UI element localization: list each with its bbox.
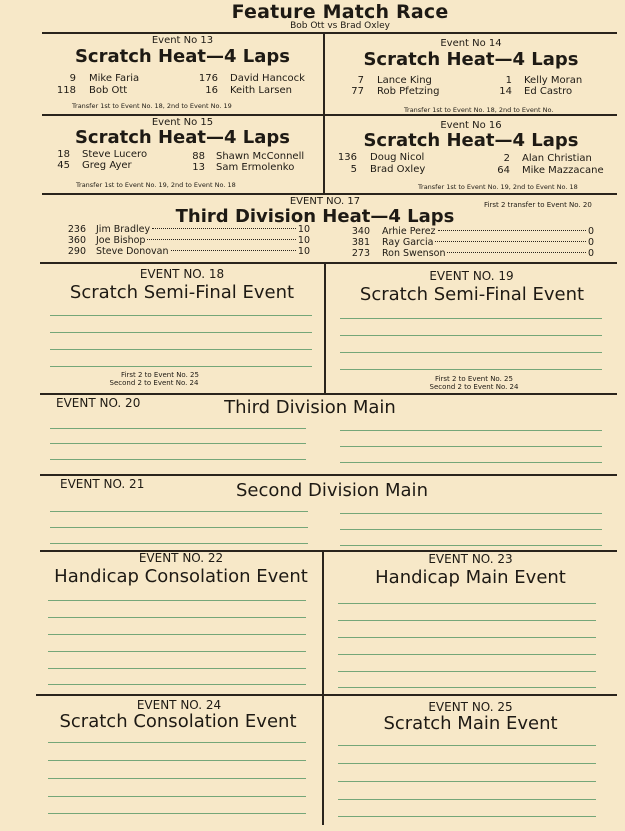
event-number: EVENT NO. 17 <box>289 196 361 207</box>
divider <box>40 474 617 476</box>
event-title: Scratch Semi-Final Event <box>69 282 295 303</box>
rider-name: Mike Mazzacane <box>522 165 604 176</box>
rider-row <box>96 246 310 257</box>
rider-name: Bob Ott <box>89 85 128 96</box>
event-title: Scratch Heat—4 Laps <box>363 130 579 151</box>
write-in-line <box>48 651 306 652</box>
transfer-note: Second 2 to Event No. 24 <box>429 383 519 391</box>
write-in-line <box>48 668 306 669</box>
rider-name: Shawn McConnell <box>216 151 305 162</box>
write-in-line <box>338 603 596 604</box>
rider-number: 5 <box>350 164 357 175</box>
rider-points: 0 <box>587 248 594 259</box>
event-number: EVENT NO. 19 <box>429 269 514 283</box>
transfer-note: Transfer 1st to Event No. 19, 2nd to Event No. 18 <box>418 183 578 191</box>
event-title: Scratch Heat—4 Laps <box>363 49 579 70</box>
write-in-line <box>50 349 312 350</box>
event-title: Third Division Heat—4 Laps <box>175 206 455 227</box>
rider-points: 10 <box>297 224 310 235</box>
rider-name: Brad Oxley <box>370 164 426 175</box>
write-in-line <box>50 543 308 544</box>
rider-name: Joe Bishop <box>96 235 146 246</box>
rider-number: 88 <box>192 151 205 162</box>
write-in-line <box>338 763 596 764</box>
event-title: Scratch Heat—4 Laps <box>74 127 291 148</box>
write-in-line <box>340 545 602 546</box>
rider-number: 236 <box>67 224 86 235</box>
write-in-line <box>338 781 596 782</box>
rider-number: 290 <box>67 246 86 257</box>
write-in-line <box>50 527 308 528</box>
rider-number: 77 <box>351 86 364 97</box>
rider-points: 10 <box>297 235 310 246</box>
event-number: EVENT NO. 24 <box>136 698 222 712</box>
rider-number: 64 <box>497 165 510 176</box>
rider-number: 9 <box>69 73 76 84</box>
rider-number: 1 <box>505 75 512 86</box>
write-in-line <box>50 366 312 367</box>
event-number: EVENT NO. 21 <box>60 477 145 491</box>
event-number: Event No 15 <box>151 117 214 128</box>
write-in-line <box>338 654 596 655</box>
event-number: Event No 14 <box>440 38 502 49</box>
rider-name: Alan Christian <box>522 153 592 164</box>
rider-name: Ed Castro <box>524 86 573 97</box>
write-in-line <box>50 332 312 333</box>
write-in-line <box>338 620 596 621</box>
rider-name: David Hancock <box>230 73 305 84</box>
event-title: Scratch Consolation Event <box>59 711 297 732</box>
event-number: EVENT NO. 20 <box>56 396 141 410</box>
write-in-line <box>338 799 596 800</box>
transfer-note: First 2 to Event No. 25 <box>435 375 513 383</box>
event-title: Scratch Heat—4 Laps <box>74 46 291 67</box>
write-in-line <box>48 600 306 601</box>
write-in-line <box>48 778 306 779</box>
transfer-note: First 2 transfer to Event No. 20 <box>484 201 592 209</box>
write-in-line <box>340 529 602 530</box>
event-title: Third Division Main <box>224 397 396 418</box>
rider-points: 10 <box>297 246 310 257</box>
write-in-line <box>50 443 306 444</box>
write-in-line <box>48 617 306 618</box>
event-title: Handicap Consolation Event <box>54 566 308 587</box>
rider-name: Kelly Moran <box>524 75 583 86</box>
rider-number: 176 <box>198 73 218 84</box>
write-in-line <box>340 513 602 514</box>
rider-number: 360 <box>67 235 86 246</box>
write-in-line <box>50 315 312 316</box>
transfer-note: Transfer 1st to Event No. 19, 2nd to Event No. 18 <box>76 181 236 189</box>
rider-name: Arhie Perez <box>382 226 436 237</box>
divider <box>42 193 617 195</box>
event-title: Scratch Semi-Final Event <box>359 284 585 305</box>
event-number: Event No 13 <box>151 35 214 46</box>
rider-name: Sam Ermolenko <box>216 162 295 173</box>
divider <box>40 262 617 264</box>
rider-row <box>96 224 310 235</box>
rider-number: 136 <box>337 152 357 163</box>
divider <box>36 694 617 696</box>
divider <box>42 114 617 116</box>
rider-number: 340 <box>351 226 370 237</box>
divider <box>40 393 617 395</box>
write-in-line <box>48 634 306 635</box>
rider-name: Ron Swenson <box>382 248 446 259</box>
rider-number: 7 <box>357 75 364 86</box>
event-title: Second Division Main <box>236 480 428 501</box>
write-in-line <box>50 459 306 460</box>
transfer-note: Second 2 to Event No. 24 <box>109 379 199 387</box>
event-number: EVENT NO. 25 <box>428 700 513 714</box>
transfer-note: First 2 to Event No. 25 <box>121 371 199 379</box>
event-title: Handicap Main Event <box>375 567 566 588</box>
event-number: Event No 16 <box>440 120 502 131</box>
rider-name: Ray Garcia <box>382 237 434 248</box>
rider-number: 14 <box>499 86 512 97</box>
rider-name: Steve Lucero <box>82 149 148 160</box>
rider-name: Jim Bradley <box>96 224 151 235</box>
write-in-line <box>340 430 602 431</box>
rider-points: 0 <box>587 226 594 237</box>
rider-name: Steve Donovan <box>96 246 169 257</box>
rider-number: 2 <box>503 153 510 164</box>
rider-name: Keith Larsen <box>230 85 292 96</box>
event-number: EVENT NO. 23 <box>428 552 513 566</box>
write-in-line <box>340 335 602 336</box>
rider-row <box>382 226 594 237</box>
event-number: EVENT NO. 22 <box>138 551 224 565</box>
write-in-line <box>338 637 596 638</box>
write-in-line <box>340 352 602 353</box>
rider-row <box>96 235 310 246</box>
page-subtitle: Bob Ott vs Brad Oxley <box>290 21 390 31</box>
write-in-line <box>48 813 306 814</box>
page-title: Feature Match Race <box>231 1 449 23</box>
event-number: EVENT NO. 18 <box>139 267 225 281</box>
transfer-note: Transfer 1st to Event No. 18, 2nd to Event No. <box>404 106 554 114</box>
rider-points: 0 <box>587 237 594 248</box>
divider <box>42 32 617 34</box>
rider-name: Lance King <box>377 75 432 86</box>
rider-row <box>382 237 594 248</box>
rider-number: 16 <box>205 85 218 96</box>
write-in-line <box>340 318 602 319</box>
write-in-line <box>340 462 602 463</box>
rider-number: 45 <box>57 160 70 171</box>
write-in-line <box>48 760 306 761</box>
rider-row <box>382 248 594 259</box>
rider-number: 18 <box>57 149 70 160</box>
write-in-line <box>48 796 306 797</box>
rider-number: 118 <box>56 85 76 96</box>
rider-name: Rob Pfetzing <box>377 86 440 97</box>
write-in-line <box>48 684 306 685</box>
rider-name: Mike Faria <box>89 73 140 84</box>
rider-name: Doug Nicol <box>370 152 425 163</box>
rider-number: 381 <box>351 237 370 248</box>
write-in-line <box>48 742 306 743</box>
write-in-line <box>340 446 602 447</box>
write-in-line <box>50 511 308 512</box>
rider-number: 13 <box>192 162 205 173</box>
write-in-line <box>50 428 306 429</box>
write-in-line <box>338 745 596 746</box>
write-in-line <box>340 369 602 370</box>
rider-number: 273 <box>351 248 370 259</box>
write-in-line <box>338 816 596 817</box>
transfer-note: Transfer 1st to Event No. 18, 2nd to Event No. 19 <box>72 102 232 110</box>
event-title: Scratch Main Event <box>383 713 558 734</box>
write-in-line <box>338 671 596 672</box>
write-in-line <box>338 687 596 688</box>
rider-name: Greg Ayer <box>82 160 132 171</box>
